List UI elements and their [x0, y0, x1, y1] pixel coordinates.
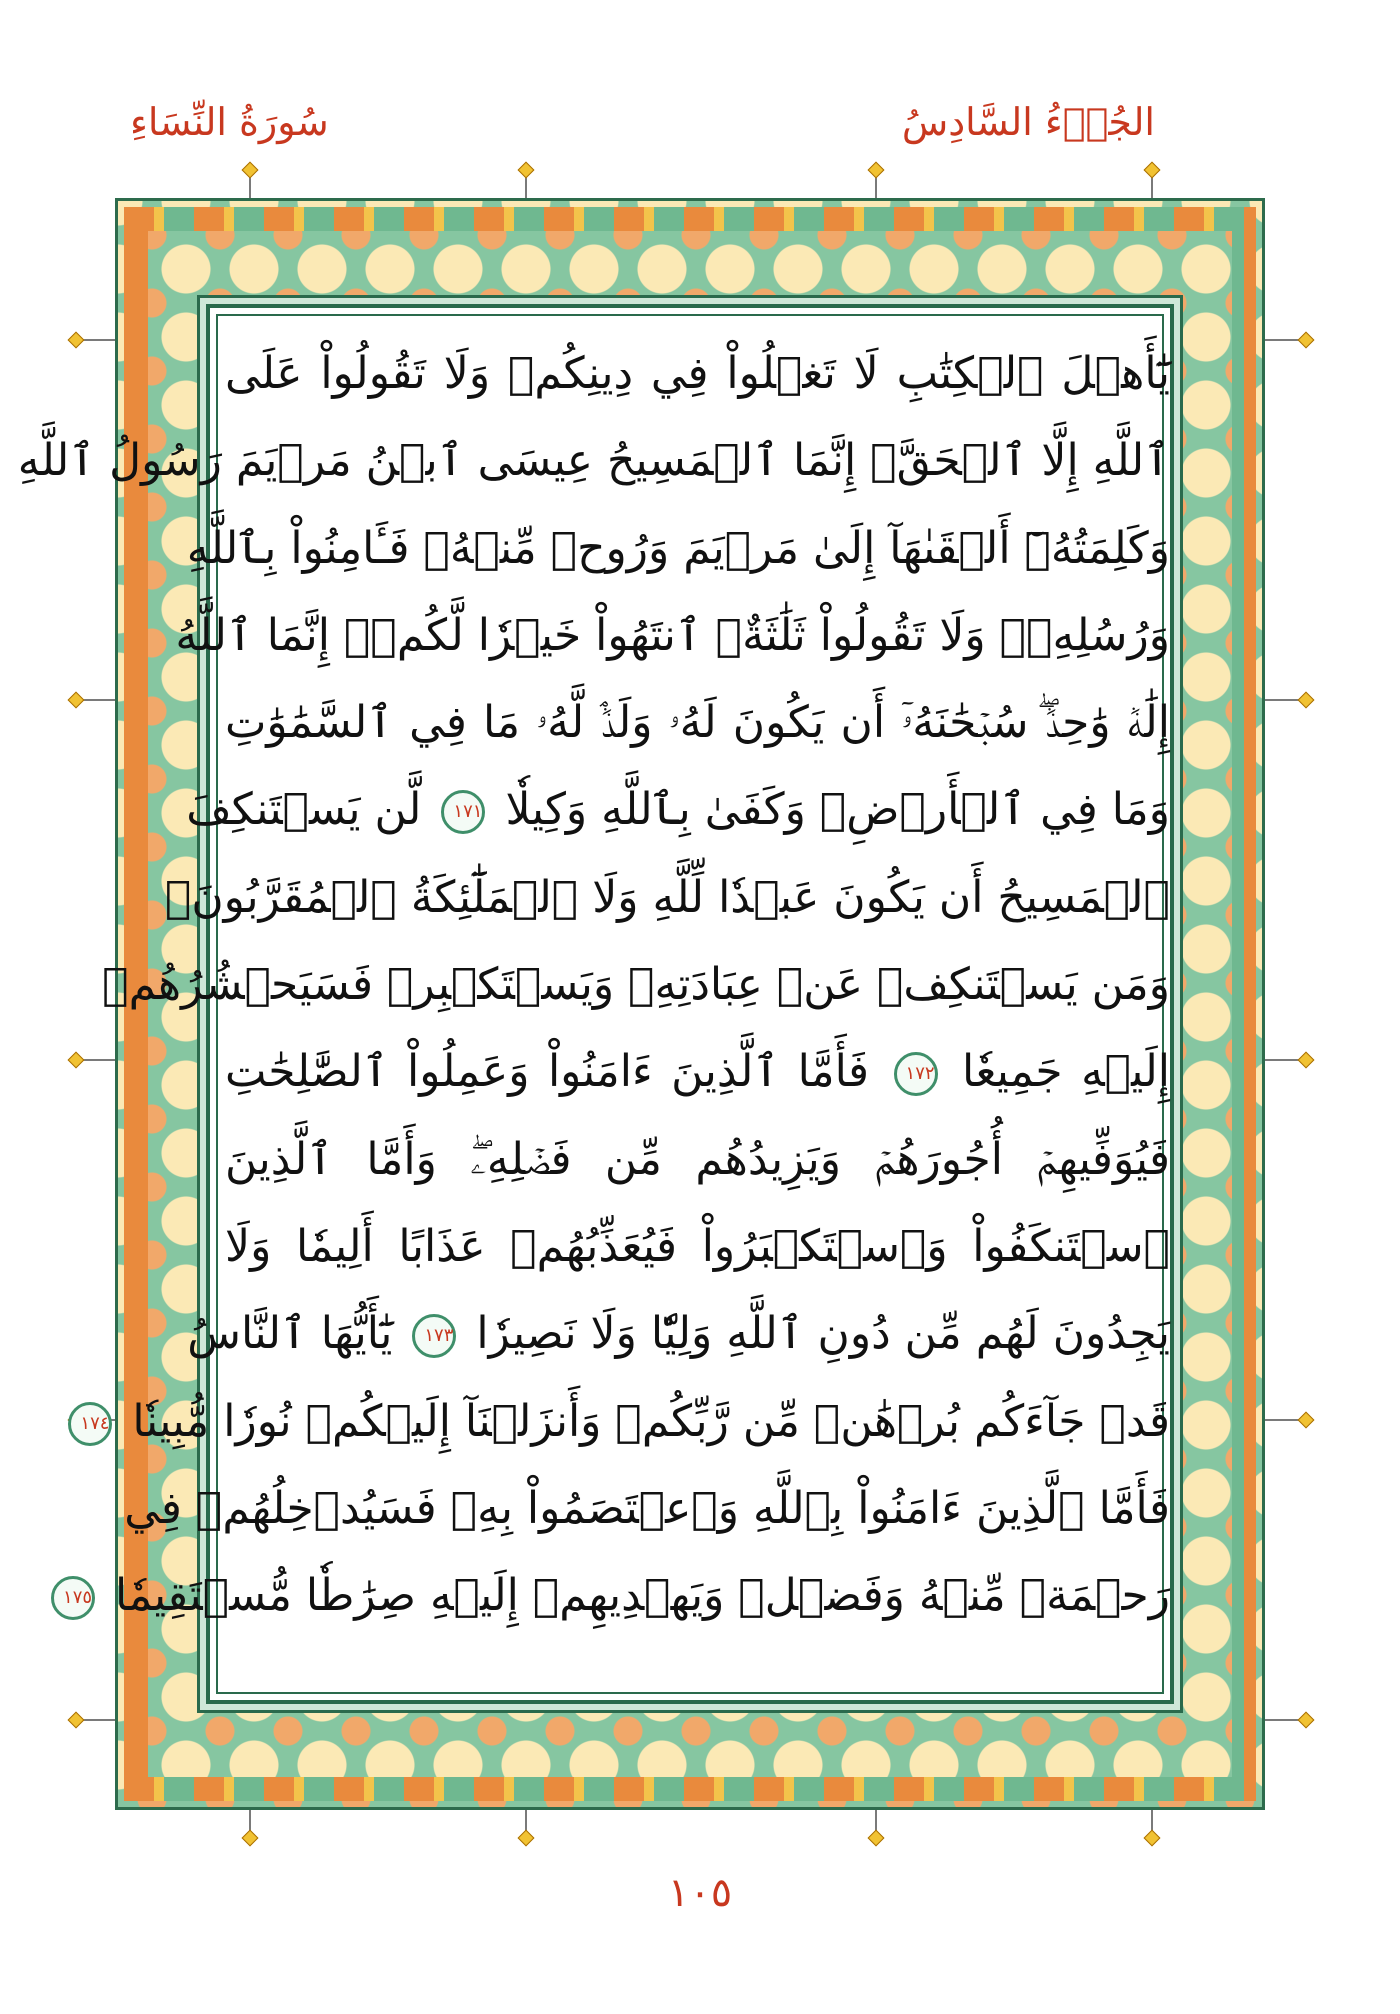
- diamond-icon: [1144, 1830, 1161, 1847]
- diamond-icon: [1144, 162, 1161, 179]
- diamond-icon: [68, 1712, 85, 1729]
- diamond-icon: [518, 162, 535, 179]
- ayah-marker: ١٧٣: [412, 1314, 456, 1358]
- text-line: ٱلۡمَسِيحُ أَن يَكُونَ عَبۡدٗا لِّلَّهِ وَلَا ٱلۡمَلَٰٓئِكَةُ ٱلۡمُقَرَّبُونَۚ: [164, 871, 1170, 923]
- text-line: يَٰٓأَهۡلَ ٱلۡكِتَٰبِ لَا تَغۡلُواْ فِي دِينِكُمۡ وَلَا تَقُولُواْ عَلَى: [225, 348, 1170, 399]
- text-line: وَمَا فِي ٱلۡأَرۡضِۗ وَكَفَىٰ بِٱللَّهِ وَكِيلٗا ١٧١ لَّن يَسۡتَنكِفَ: [186, 784, 1170, 836]
- diamond-icon: [868, 1830, 885, 1847]
- quran-text: [17, 330, 1170, 1726]
- text-line: وَمَن يَسۡتَنكِفۡ عَنۡ عِبَادَتِهِۦ وَيَسۡتَكۡبِرۡ فَسَيَحۡشُرُهُمۡ: [102, 959, 1170, 1011]
- diamond-icon: [1298, 1412, 1315, 1429]
- diamond-icon: [68, 1052, 85, 1069]
- text-line: ٱللَّهِ إِلَّا ٱلۡحَقَّۚ إِنَّمَا ٱلۡمَسِيحُ عِيسَى ٱبۡنُ مَرۡيَمَ رَسُولُ ٱللَّهِ: [17, 435, 1170, 487]
- ayah-marker: ١٧١: [441, 790, 485, 834]
- juz-title: الجُزۡءُ السَّادِسُ: [901, 100, 1155, 144]
- diamond-icon: [68, 332, 85, 349]
- diamond-icon: [1298, 332, 1315, 349]
- text-line: قَدۡ جَآءَكُم بُرۡهَٰنٞ مِّن رَّبِّكُمۡ وَأَنزَلۡنَآ إِلَيۡكُمۡ نُورٗا مُّبِينٗا ١٧٤: [225, 1378, 1170, 1465]
- diamond-icon: [242, 162, 259, 179]
- diamond-icon: [868, 162, 885, 179]
- diamond-icon: [1298, 1052, 1315, 1069]
- ayah-marker: ١٧٤: [68, 1402, 112, 1446]
- diamond-icon: [518, 1830, 535, 1847]
- text-line: فَيُوَفِّيهِمۡ أُجُورَهُمۡ وَيَزِيدُهُم مِّن فَضۡلِهِۦۖ وَأَمَّا ٱلَّذِينَ: [225, 1133, 1170, 1185]
- text-line: إِلَٰهٞ وَٰحِدٞۖ سُبۡحَٰنَهُۥٓ أَن يَكُونَ لَهُۥ وَلَدٞۘ لَّهُۥ مَا فِي ٱلسَّمَٰوَٰتِ: [225, 697, 1170, 749]
- text-line: إِلَيۡهِ جَمِيعٗا ١٧٢ فَأَمَّا ٱلَّذِينَ ءَامَنُواْ وَعَمِلُواْ ٱلصَّٰلِحَٰتِ: [225, 1046, 1170, 1098]
- text-line: وَكَلِمَتُهُۥٓ أَلۡقَىٰهَآ إِلَىٰ مَرۡيَمَ وَرُوحٞ مِّنۡهُۖ فَـَٔامِنُواْ بِٱللَّهِ: [186, 522, 1170, 574]
- diamond-icon: [1298, 692, 1315, 709]
- text-line: وَرُسُلِهِۦۖ وَلَا تَقُولُواْ ثَلَٰثَةٌۚ ٱنتَهُواْ خَيۡرٗا لَّكُمۡۚ إِنَّمَا ٱللَّهُ: [175, 609, 1170, 661]
- text-line: ٱسۡتَنكَفُواْ وَٱسۡتَكۡبَرُواْ فَيُعَذِّبُهُمۡ عَذَابًا أَلِيمٗا وَلَا: [225, 1220, 1170, 1272]
- ayah-marker: ١٧٢: [894, 1052, 938, 1096]
- text-line: رَحۡمَةٖ مِّنۡهُ وَفَضۡلٖ وَيَهۡدِيهِمۡ إِلَيۡهِ صِرَٰطٗا مُّسۡتَقِيمٗا ١٧٥: [225, 1552, 1170, 1639]
- page-header: [0, 100, 1400, 160]
- diamond-icon: [242, 1830, 259, 1847]
- text-line: يَجِدُونَ لَهُم مِّن دُونِ ٱللَّهِ وَلِيّٗا وَلَا نَصِيرٗا ١٧٣ يَٰٓأَيُّهَا ٱلنَّاسُ: [187, 1308, 1170, 1360]
- surah-title: سُورَةُ النِّسَاءِ: [130, 100, 329, 144]
- text-line: فَأَمَّا ٱلَّذِينَ ءَامَنُواْ بِٱللَّهِ وَٱعۡتَصَمُواْ بِهِۦ فَسَيُدۡخِلُهُمۡ فِي: [124, 1482, 1170, 1534]
- diamond-icon: [1298, 1712, 1315, 1729]
- diamond-icon: [68, 692, 85, 709]
- ayah-marker: ١٧٥: [51, 1576, 95, 1620]
- page-number: ١٠٥: [667, 1870, 733, 1916]
